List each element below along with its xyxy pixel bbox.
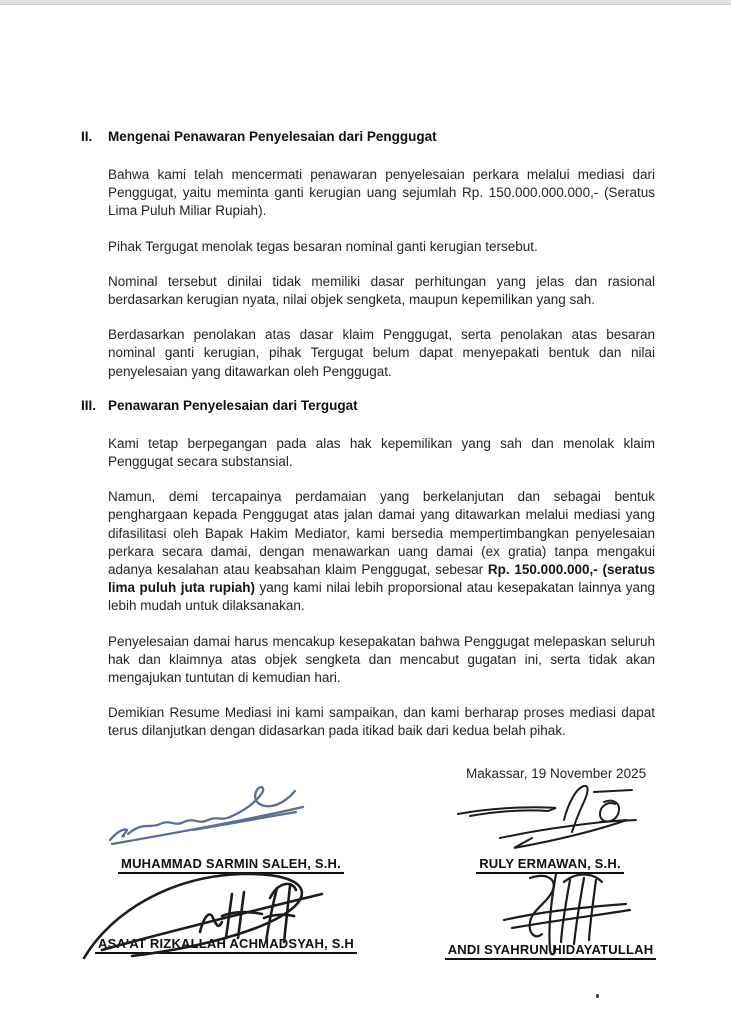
signer-3-name: ASA'AT RIZKALLAH ACHMADSYAH, S.H [71,936,381,951]
section-ii-body [108,166,655,397]
signature-block [0,756,731,1016]
section-iii-heading: Penawaran Penyelesaian dari Tergugat [108,397,358,413]
section-ii-heading: Mengenai Penawaran Penyelesaian dari Penggugat [108,129,437,144]
paragraph-text: yang kami nilai lebih proporsional atau kesepakatan lainnya yang lebih mudah untuk dilaksanakan. [108,580,655,614]
paragraph: Pihak Tergugat menolak tegas besaran nominal ganti kerugian tersebut. [108,238,538,254]
signer-4-name: ANDI SYAHRUN HIDAYATULLAH [428,942,673,957]
paragraph: Demikian Resume Mediasi ini kami sampaikan, dan kami berharap proses mediasi dapat terus dilanjutkan dengan didasarkan pada itikad baik dari kedua belah pihak. [108,705,655,739]
city-date-line: Makassar, 19 November 2025 [466,766,647,781]
page-artifact-speck [596,994,599,998]
section-ii-number: II. [81,129,93,144]
signer-2-name: RULY ERMAWAN, S.H. [440,856,660,871]
paragraph-text: Namun, demi tercapainya perdamaian yang berkelanjutan dan sebagai bentuk penghargaan kepada Penggugat atas jalan damai yang ditawarkan melalui mediasi yang difasilitasi oleh Bapak Hakim Mediator, kami bersedia mempertimbangkan penyelesaian perkara secara damai, dengan menawarkan uang damai (ex gratia) tanpa mengakui adanya kesalahan atau keabsahan klaim Penggugat, sebesar [108,489,655,578]
paragraph: Bahwa kami telah mencermati penawaran penyelesaian perkara melalui mediasi dari Penggugat, yaitu meminta ganti kerugian uang sejumlah Rp. 150.000.000.000,- (Seratus Lima Puluh Miliar Rupiah). [108,167,655,219]
document-content [81,128,655,757]
section-iii [81,397,655,757]
paragraph: Penyelesaian damai harus mencakup kesepakatan bahwa Penggugat melepaskan seluruh hak dan klaimnya atas objek sengketa dan mencabut gugatan ini, serta tidak akan mengajukan tuntutan di kemudian hari. [108,633,655,686]
page-top-border [0,0,731,5]
signature-2-image [452,780,642,856]
paragraph: Kami tetap berpegangan pada alas hak kepemilikan yang sah dan menolak klaim Penggugat secara substansial. [108,435,655,470]
paragraph [108,488,655,615]
offer-amount-bold: Rp. 150.000.000,- (seratus lima puluh juta rupiah) [108,562,655,596]
section-ii [81,128,655,397]
section-iii-body [108,435,655,757]
signer-1-name: MUHAMMAD SARMIN SALEH, S.H. [81,856,381,871]
paragraph: Berdasarkan penolakan atas dasar klaim Penggugat, serta penolakan atas besaran nominal ganti kerugian, pihak Tergugat belum dapat menyepakati bentuk dan nilai penyelesaian yang ditawarkan oleh Penggugat. [108,327,655,379]
section-iii-number: III. [81,397,97,413]
paragraph: Nominal tersebut dinilai tidak memiliki dasar perhitungan yang jelas dan rasional berdasarkan kerugian nyata, nilai objek sengketa, maupun kepemilikan yang sah. [108,273,655,308]
signature-1-image [98,784,328,854]
